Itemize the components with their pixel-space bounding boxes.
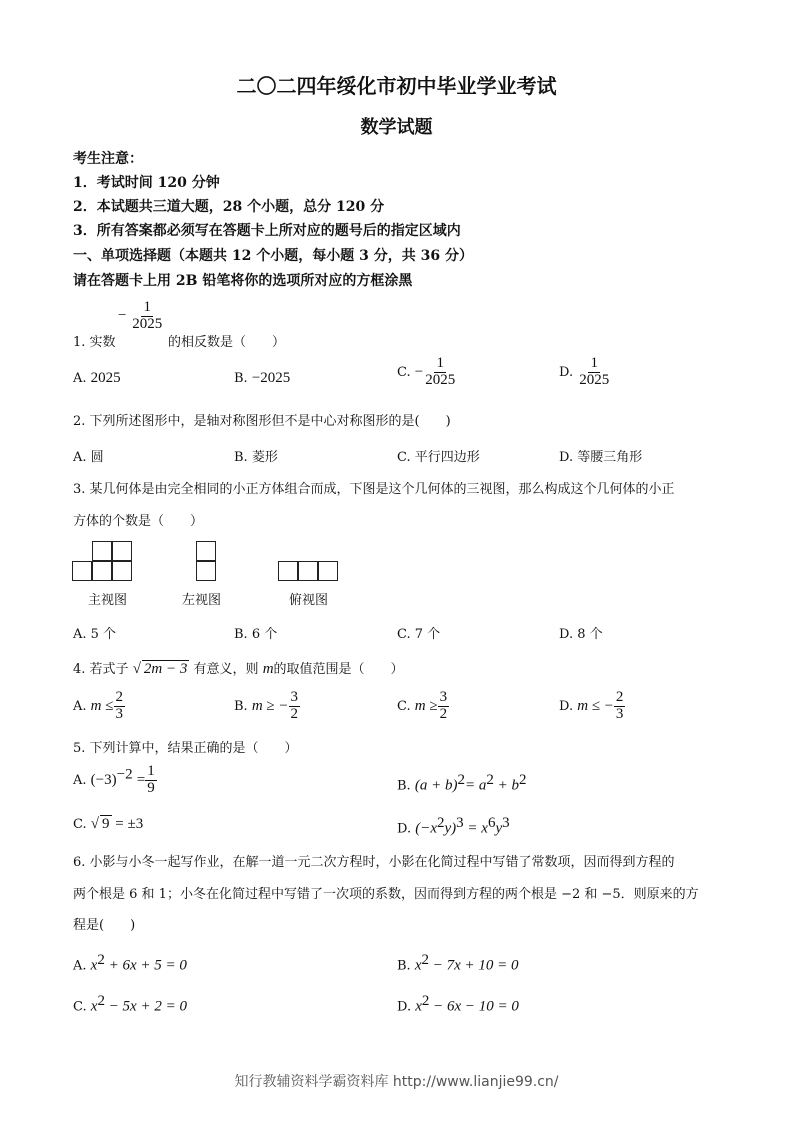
section-instruction: 请在答题卡上用 2B 铅笔将你的选项所对应的方框涂黑 (73, 273, 413, 289)
q3-option-b: B. 6 个 (234, 627, 278, 642)
q1-frac-sign: − (118, 307, 127, 324)
q6-option-c: C. $x^2 - 5x + 2 = 0$ (73, 993, 187, 1015)
page-subtitle: 数学试题 (360, 117, 433, 138)
q3-option-c: C. 7 个 (397, 627, 441, 642)
q3-option-a: A. 5 个 (73, 627, 117, 642)
q2-option-a: A. 圆 (73, 450, 104, 465)
q2-text: 2. 下列所述图形中，是轴对称图形但不是中心对称图形的是( ) (73, 414, 451, 429)
q5-option-a: A. $(-3)^{-2}$ = $\frac{1}{9}$ (73, 763, 155, 796)
q2-option-d: D. 等腰三角形 (559, 450, 643, 465)
q1-option-b: B. −2025 (234, 370, 291, 386)
q2-option-b: B. 菱形 (234, 450, 278, 465)
q4-stem: 4. 若式子 √ 2m − 3 有意义，则 m的取值范围是（ ） (73, 661, 404, 677)
front-view-label: 主视图 (88, 593, 128, 608)
q3-option-d: D. 8 个 (559, 627, 603, 642)
q5-text: 5. 下列计算中，结果正确的是（ ） (73, 741, 298, 756)
q6-option-d: D. $x^2 - 6x - 10 = 0$ (397, 993, 519, 1015)
q6-line3: 程是( ) (73, 918, 136, 933)
q5-option-c: C. √ 9 = ±3 (73, 816, 144, 832)
q1-prefix: 1. 实数 (73, 335, 116, 350)
note-item: 2．本试题共三道大题，28 个小题，总分 120 分 (73, 199, 385, 215)
q2-option-c: C. 平行四边形 (397, 450, 480, 465)
q5-option-b: B. $(a + b)^2= a^2 + b^2$ (397, 772, 527, 794)
q1-frac-den: 2025 (132, 315, 163, 332)
q1-option-d: D. $\frac{1}{2025}$ (559, 355, 610, 388)
q4-option-b: B. m ≥ − $\frac{3}{2}$ (234, 689, 299, 722)
q1-fraction (118, 300, 164, 333)
left-view-label: 左视图 (182, 593, 222, 608)
note-item: 3．所有答案都必须写在答题卡上所对应的题号后的指定区域内 (73, 223, 461, 239)
q1-option-a: A. 2025 (73, 370, 121, 386)
q1-option-c: C. − $\frac{1}{2025}$ (397, 355, 456, 388)
q4-option-c: C. m ≥ $\frac{3}{2}$ (397, 689, 448, 722)
q6-line2: 两个根是 6 和 1；小冬在化简过程中写错了一次项的系数，因而得到方程的两个根是 −2 和 −5．则原来的方 (73, 887, 699, 902)
footer-watermark: 知行教辅资料学霸资料库 http://www.lianjie99.cn/ (234, 1074, 559, 1090)
q3-line1: 3. 某几何体是由完全相同的小正方体组合而成，下图是这个几何体的三视图，那么构成这个几何体的小正 (73, 482, 675, 497)
q6-option-b: B. $x^2 - 7x + 10 = 0$ (397, 952, 519, 974)
q6-option-a: A. $x^2 + 6x + 5 = 0$ (73, 952, 187, 974)
q3-line2: 方体的个数是（ ） (73, 514, 204, 529)
top-view-label: 俯视图 (289, 593, 329, 608)
note-item: 1．考试时间 120 分钟 (73, 175, 220, 191)
q4-option-a: A. m ≤ $\frac{2}{3}$ (73, 689, 123, 722)
page-title: 二〇二四年绥化市初中毕业学业考试 (236, 74, 557, 98)
notes-heading: 考生注意： (73, 151, 143, 167)
q1-suffix: 的相反数是（ ） (168, 335, 286, 350)
q6-line1: 6. 小影与小冬一起写作业，在解一道一元二次方程时，小影在化简过程中写错了常数项，因而得到方程的 (73, 855, 675, 870)
section-title: 一、单项选择题（本题共 12 个小题，每小题 3 分，共 36 分） (73, 248, 473, 264)
q5-option-d: D. $(-x^2y)^3 = x^6y^3$ (397, 815, 510, 837)
q4-option-d: D. m ≤ − $\frac{2}{3}$ (559, 689, 624, 722)
q1-frac-num: 1 (143, 299, 151, 315)
